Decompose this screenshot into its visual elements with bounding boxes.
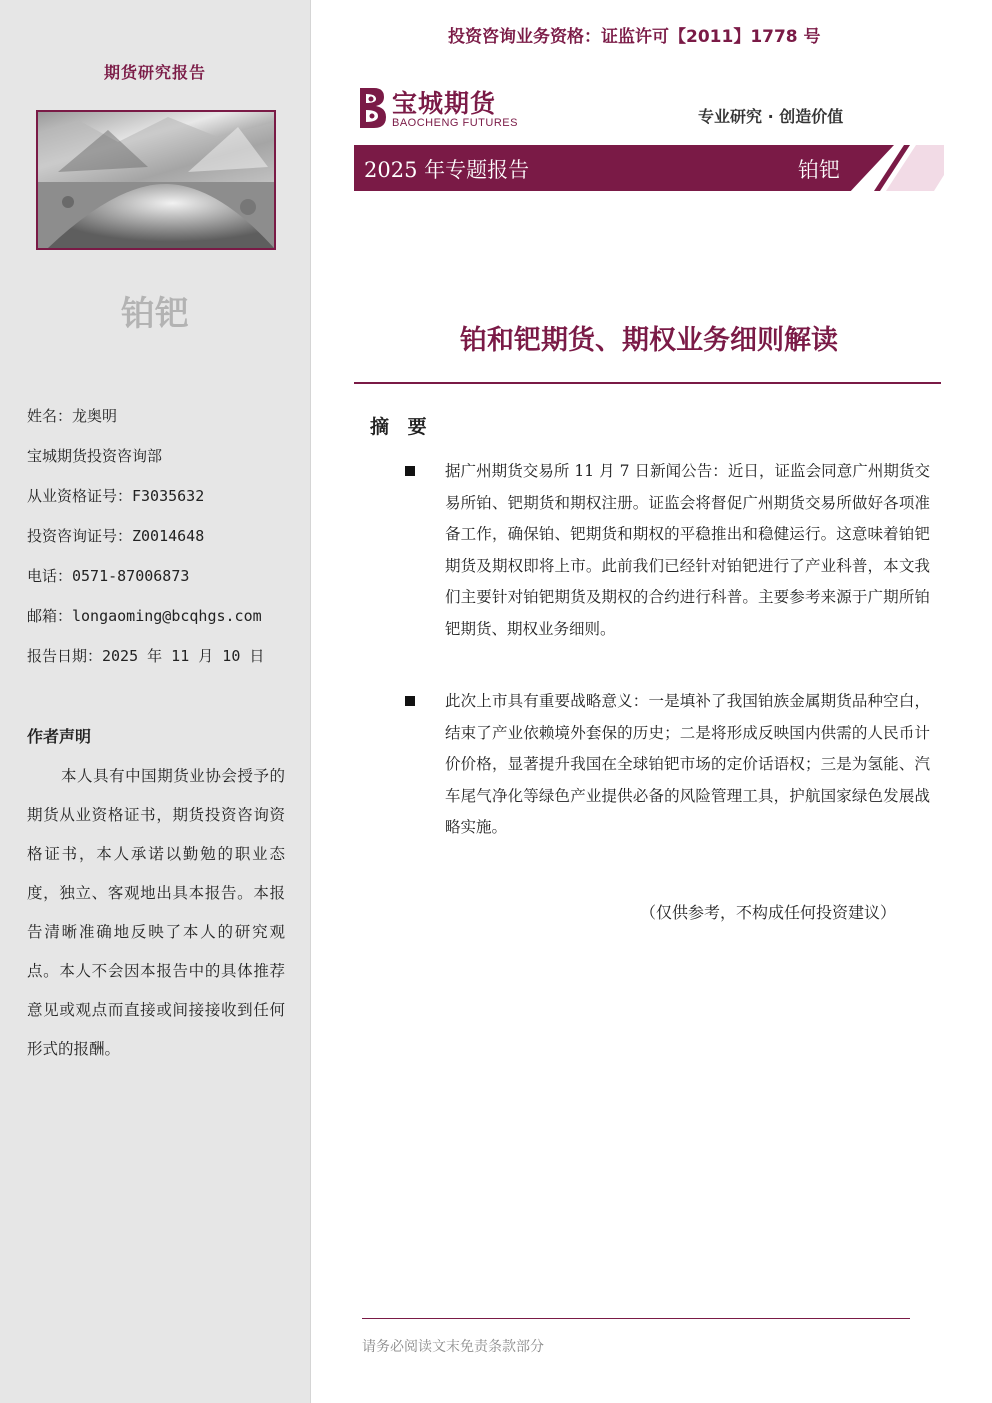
investment-disclaimer: （仅供参考，不构成任何投资建议）	[640, 903, 897, 922]
department: 宝城期货投资咨询部	[27, 447, 163, 465]
abstract-heading: 摘 要	[370, 416, 433, 438]
footer-note: 请务必阅读文末免责条款部分	[362, 1339, 544, 1355]
report-banner	[354, 145, 944, 191]
email: 邮箱：longaoming@bcqhgs.com	[27, 607, 262, 625]
banner-report-year: 2025 年专题报告	[364, 158, 530, 182]
logo-chinese: 宝城期货	[392, 89, 497, 118]
author-info	[27, 404, 297, 684]
logo-english: BAOCHENG FUTURES	[392, 117, 518, 129]
phone: 电话：0571-87006873	[27, 567, 190, 585]
consulting-number: 投资咨询证号：Z0014648	[27, 527, 205, 545]
abstract-paragraph: 据广州期货交易所 11 月 7 日新闻公告：近日，证监会同意广州期货交易所铂、钯期货和期权注册。证监会将督促广州期货交易所做好各项准备工作，确保铂、钯期货和期权的平稳推出和稳健运行。这意味着铂钯期货及期权即将上市。此前我们已经针对铂钯进行了产业科普，本文我们主要针对铂钯期货及期权的合约进行科普。主要参考来源于广期所铂钯期货、期权业务细则。	[445, 462, 930, 638]
qualification-number: 从业资格证号：F3035632	[27, 487, 205, 505]
declaration-title: 作者声明	[27, 727, 92, 746]
report-date: 报告日期：2025 年 11 月 10 日	[27, 647, 265, 665]
abstract-paragraph: 此次上市具有重要战略意义：一是填补了我国铂族金属期货品种空白，结束了产业依赖境外套保的历史；二是将形成反映国内供需的人民币计价价格，显著提升我国在全球铂钯市场的定价话语权；三是为氢能、汽车尾气净化等绿色产业提供必备的风险管理工具，护航国家绿色发展战略实施。	[445, 692, 930, 836]
metal-ore-image	[38, 112, 274, 248]
author-name: 姓名：龙奥明	[27, 407, 118, 425]
cover-photo	[36, 110, 276, 250]
bullet-square-icon	[405, 696, 415, 706]
banner-commodity: 铂钯	[798, 158, 840, 182]
report-type-label: 期货研究报告	[103, 63, 206, 82]
logo-icon	[354, 84, 388, 130]
footer-divider	[362, 1318, 910, 1319]
title-divider	[354, 382, 941, 384]
sidebar	[0, 0, 311, 1403]
slogan: 专业研究 · 创造价值	[698, 107, 844, 126]
license-text: 投资咨询业务资格：证监许可【2011】1778 号	[448, 27, 821, 47]
report-title: 铂和钯期货、期权业务细则解读	[460, 325, 838, 356]
commodity-label: 铂钯	[121, 294, 189, 334]
bullet-square-icon	[405, 466, 415, 476]
company-logo	[354, 84, 524, 134]
declaration-text: 本人具有中国期货业协会授予的期货从业资格证书，期货投资咨询资格证书，本人承诺以勤勉的职业态度，独立、客观地出具本报告。本报告清晰准确地反映了本人的研究观点。本人不会因本报告中的具体推荐意见或观点而直接或间接接收到任何形式的报酬。	[27, 767, 285, 1058]
banner-stripes	[844, 145, 944, 191]
